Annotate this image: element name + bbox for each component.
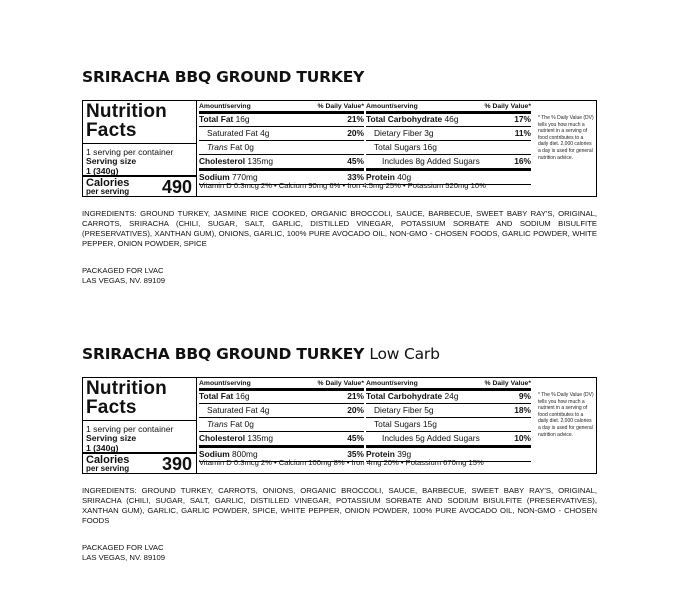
nutrient-row: Total Fat 16g 21% bbox=[199, 113, 364, 127]
vitamins-minerals: Vitamin D 0.3mcg 2% • Calcium 100mg 8% • Iron 4mg 20% • Potassium 670mg 15% bbox=[199, 458, 484, 467]
nutrient-row: Cholesterol 135mg 45% bbox=[199, 155, 364, 171]
calories-value: 390 bbox=[161, 454, 192, 474]
nutrient-row: Dietary Fiber 5g 18% bbox=[366, 404, 531, 418]
nutrient-row: Saturated Fat 4g 20% bbox=[199, 127, 364, 141]
calories-label: Calories per serving bbox=[86, 177, 130, 196]
column-header: Amount/serving % Daily Value* bbox=[199, 380, 364, 391]
ingredients-text: INGREDIENTS: GROUND TURKEY, CARROTS, ONIONS, ORGANIC BROCCOLI, SAUCE, BARBECUE, SWEET BABY RAY'S, ORIGINAL, SRIRACHA (CHILI, SUGAR, SALT, GARLIC, DISTILLED VINEGAR, POTASSIUM SORBATE AND SODIUM BISULFITE (PRESERVATIVES), XANTHAN GUM), GARLIC, GARLIC POWDER, SPICE, WHITE PEPPER, ONION POWDER, 100% PURE AVOCADO OIL, NON-GMO - CHOSEN FOODS bbox=[82, 486, 597, 525]
packaged-for: PACKAGED FOR LVAC LAS VEGAS, NV. 89109 bbox=[82, 543, 166, 562]
nutrition-facts-heading: Nutrition Facts bbox=[86, 379, 167, 417]
nutrient-row: Dietary Fiber 3g 11% bbox=[366, 127, 531, 141]
packaged-for: PACKAGED FOR LVAC LAS VEGAS, NV. 89109 bbox=[82, 266, 166, 285]
product-section-1 bbox=[82, 68, 597, 285]
nutrient-row: Total Carbohydrate 46g 17% bbox=[366, 113, 531, 127]
servings-per-container: 1 serving per container bbox=[86, 424, 174, 434]
nutrient-row: Total Sugars 15g bbox=[366, 418, 531, 432]
nutrient-row: Sodium 770mg 33% bbox=[199, 171, 364, 185]
nutrient-row: Total Sugars 16g bbox=[366, 141, 531, 155]
column-header: Amount/serving % Daily Value* bbox=[366, 380, 531, 391]
product-section-2 bbox=[82, 345, 597, 562]
column-header: Amount/serving % Daily Value* bbox=[199, 103, 364, 114]
nutrient-row: Total Fat 16g 21% bbox=[199, 390, 364, 404]
nutrient-row: Includes 5g Added Sugars 10% bbox=[366, 432, 531, 448]
ingredients-text: INGREDIENTS: GROUND TURKEY, JASMINE RICE COOKED, ORGANIC BROCCOLI, SAUCE, BARBECUE, SWEET BABY RAY'S, ORIGINAL, CARROTS, SRIRACHA (CHILI, SUGAR, SALT, GARLIC, DISTILLED VINEGAR, POTASSIUM SORBATE AND SODIUM BISULFITE (PRESERVATIVES), XANTHAN GUM), ONIONS, GARLIC, 100% PURE AVOCADO OIL, NON-GMO - CHOSEN FOODS, GARLIC POWDER, WHITE PEPPER, ONION POWDER, SPICE bbox=[82, 209, 597, 248]
label-left-column bbox=[83, 101, 197, 196]
nutrient-row: Protein 40g bbox=[366, 171, 531, 185]
daily-value-footnote: * The % Daily Value (DV) tells you how much a nutrient in a serving of food contributes to a daily diet. 2,000 calories a day is used for general nutrition advice. bbox=[538, 115, 594, 161]
nutrition-facts-label bbox=[82, 377, 597, 474]
nutrient-row: Includes 8g Added Sugars 16% bbox=[366, 155, 531, 171]
calories-label: Calories per serving bbox=[86, 454, 130, 473]
nutrition-facts-heading: Nutrition Facts bbox=[86, 102, 167, 140]
nutrition-facts-label bbox=[82, 100, 597, 197]
daily-value-footnote: * The % Daily Value (DV) tells you how much a nutrient in a serving of food contributes to a daily diet. 2,000 calories a day is used for general nutrition advice. bbox=[538, 392, 594, 438]
nutrient-row: Trans Fat 0g bbox=[199, 418, 364, 432]
nutrient-row: Total Carbohydrate 24g 9% bbox=[366, 390, 531, 404]
product-title: SRIRACHA BBQ GROUND TURKEY bbox=[82, 68, 365, 86]
nutrient-row: Saturated Fat 4g 20% bbox=[199, 404, 364, 418]
serving-size: Serving size 1 (340g) bbox=[86, 156, 137, 176]
nutrient-row: Cholesterol 135mg 45% bbox=[199, 432, 364, 448]
product-title: SRIRACHA BBQ GROUND TURKEY Low Carb bbox=[82, 345, 440, 363]
vitamins-minerals: Vitamin D 0.3mcg 2% • Calcium 90mg 6% • Iron 4.5mg 25% • Potassium 520mg 10% bbox=[199, 181, 486, 190]
nutrient-row: Protein 39g bbox=[366, 448, 531, 462]
servings-per-container: 1 serving per container bbox=[86, 147, 174, 157]
nutrient-row: Sodium 800mg 35% bbox=[199, 448, 364, 462]
calories-value: 490 bbox=[161, 177, 192, 197]
nutrient-row: Trans Fat 0g bbox=[199, 141, 364, 155]
serving-size: Serving size 1 (340g) bbox=[86, 433, 137, 453]
label-left-column bbox=[83, 378, 197, 473]
column-header: Amount/serving % Daily Value* bbox=[366, 103, 531, 114]
